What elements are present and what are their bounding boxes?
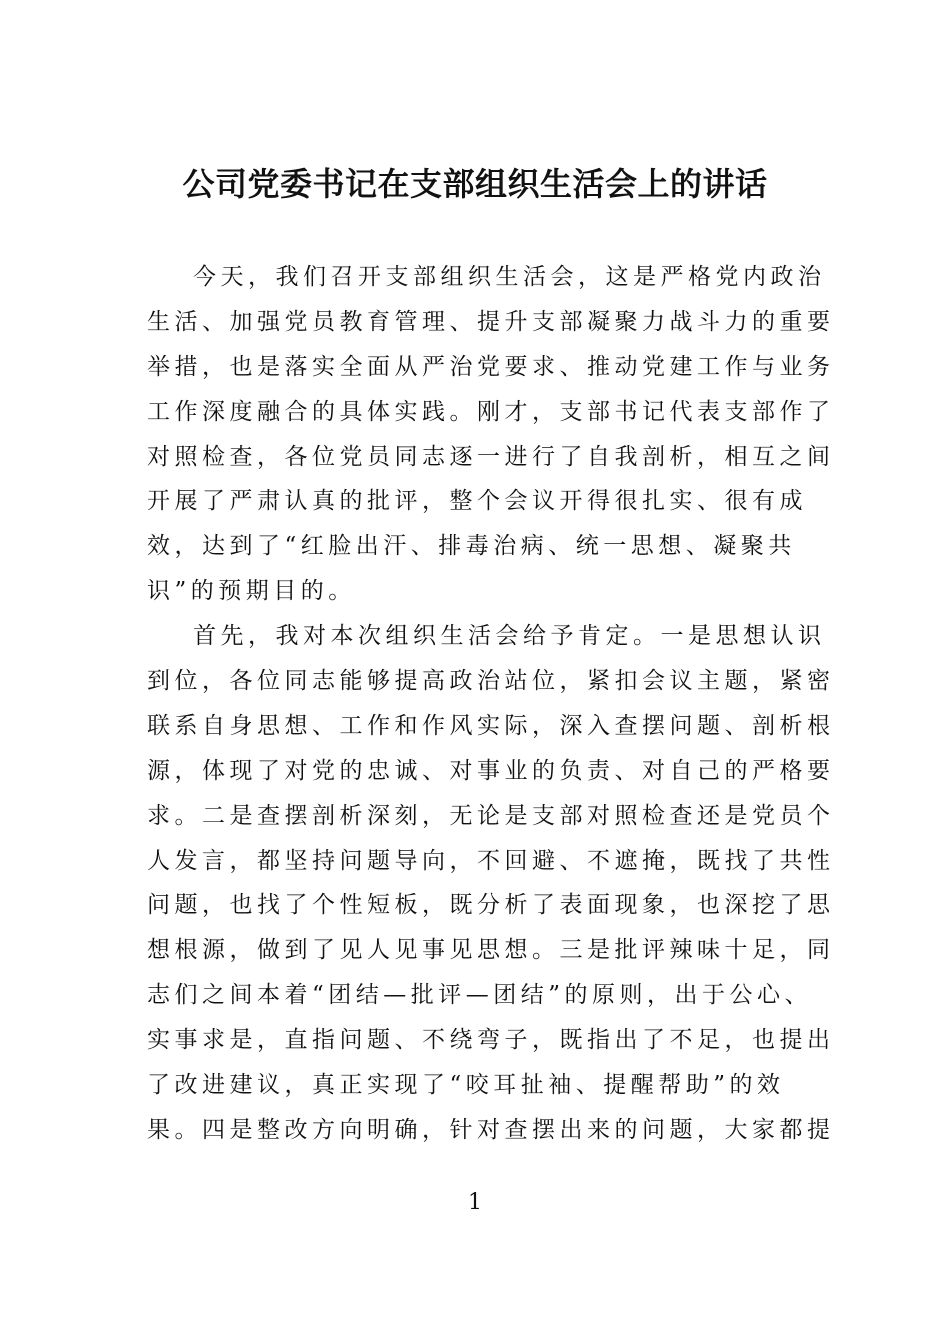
paragraph-line: 志们之间本着“团结—批评—团结”的原则，出于公心、 — [147, 982, 813, 1009]
paragraph-line: 举措，也是落实全面从严治党要求、推动党建工作与业务 — [147, 353, 835, 380]
paragraph-line: 效，达到了“红脸出汗、排毒治病、统一思想、凝聚共 — [147, 533, 796, 560]
paragraph-line: 源，体现了对党的忠诚、对事业的负责、对自己的严格要 — [147, 757, 835, 784]
paragraph-line: 了改进建议，真正实现了“咬耳扯袖、提醒帮助”的效 — [147, 1072, 785, 1099]
paragraph-line: 果。四是整改方向明确，针对查摆出来的问题，大家都提 — [147, 1116, 835, 1143]
paragraph-line: 对照检查，各位党员同志逐一进行了自我剖析，相互之间 — [147, 443, 835, 470]
paragraph-line: 识”的预期目的。 — [147, 578, 356, 605]
document-title: 公司党委书记在支部组织生活会上的讲话 — [182, 165, 768, 203]
paragraph-line: 联系自身思想、工作和作风实际，深入查摆问题、剖析根 — [147, 712, 835, 739]
paragraph-line: 想根源，做到了见人见事见思想。三是批评辣味十足，同 — [147, 937, 835, 964]
paragraph-1 — [147, 255, 835, 614]
document-body — [147, 255, 835, 1153]
paragraph-line: 首先，我对本次组织生活会给予肯定。一是思想认识 — [193, 623, 826, 650]
paragraph-line: 生活、加强党员教育管理、提升支部凝聚力战斗力的重要 — [147, 308, 835, 335]
paragraph-line: 问题，也找了个性短板，既分析了表面现象，也深挖了思 — [147, 892, 835, 919]
paragraph-line: 今天，我们召开支部组织生活会，这是严格党内政治 — [193, 264, 826, 290]
paragraph-line: 求。二是查摆剖析深刻，无论是支部对照检查还是党员个 — [147, 802, 835, 829]
paragraph-line: 人发言，都坚持问题导向，不回避、不遮掩，既找了共性 — [147, 847, 835, 874]
paragraph-line: 到位，各位同志能够提高政治站位，紧扣会议主题，紧密 — [147, 668, 835, 695]
paragraph-line: 开展了严肃认真的批评，整个会议开得很扎实、很有成 — [147, 488, 807, 515]
paragraph-2 — [147, 614, 835, 1153]
paragraph-line: 工作深度融合的具体实践。刚才，支部书记代表支部作了 — [147, 398, 835, 425]
paragraph-line: 实事求是，直指问题、不绕弯子，既指出了不足，也提出 — [147, 1027, 835, 1054]
page-number: 1 — [468, 1190, 482, 1215]
